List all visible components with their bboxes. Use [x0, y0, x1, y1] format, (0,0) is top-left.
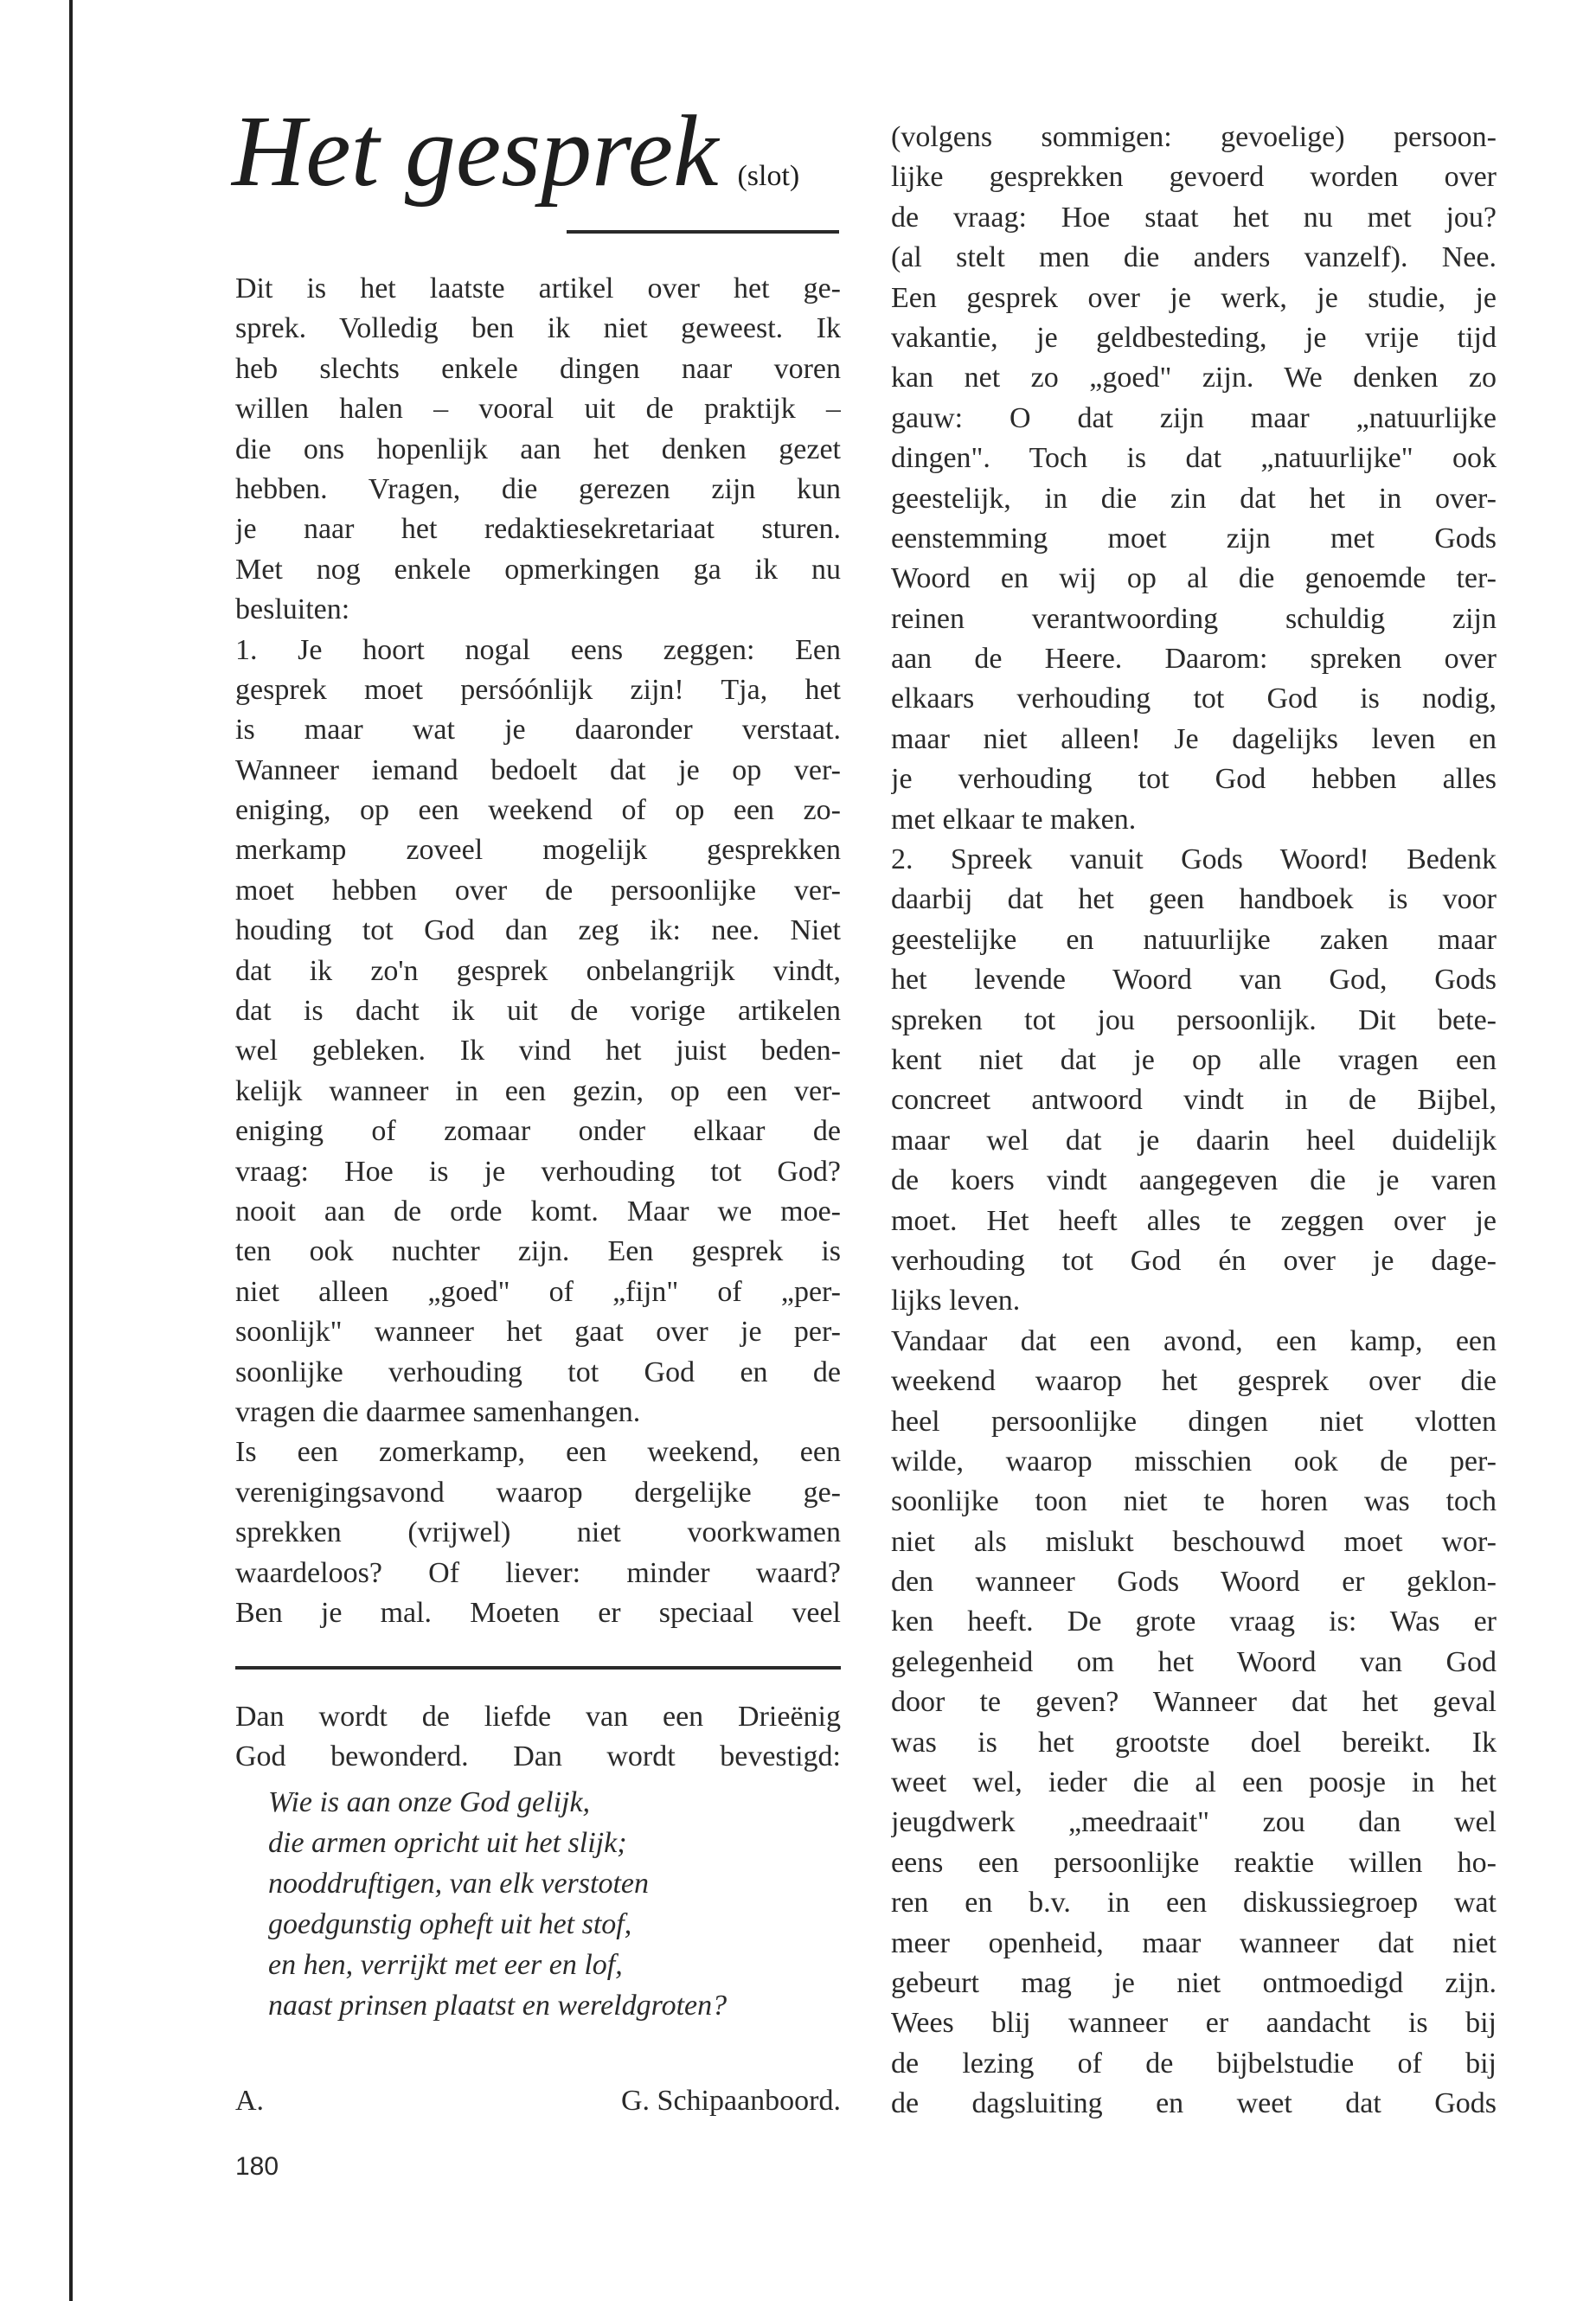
text-line: dingen". Toch is dat „natuurlijke" ook: [891, 442, 1497, 475]
text-line: (al stelt men die anders vanzelf). Nee.: [891, 241, 1497, 274]
poem-line: Wie is aan onze God gelijk,: [268, 1786, 591, 1818]
text-line: kent niet dat je op alle vragen een: [891, 1043, 1497, 1076]
text-line: met elkaar te maken.: [891, 803, 1137, 836]
scan-edge-line: [69, 0, 73, 2301]
text-line: wilde, waarop misschien ook de per-: [891, 1445, 1497, 1477]
page-number: 180: [235, 2152, 279, 2181]
text-line: Woord en wij op al die genoemde ter-: [891, 562, 1497, 595]
text-line: Wanneer iemand bedoelt dat je op ver-: [235, 753, 841, 786]
closing-paragraph: [235, 1697, 841, 1778]
text-line: sprekken (vrijwel) niet voorkwamen: [235, 1516, 841, 1549]
text-line: soonlijke verhouding tot God en de: [235, 1356, 841, 1388]
text-line: ren en b.v. in een diskussiegroep wat: [891, 1887, 1497, 1920]
text-line: ken heeft. De grote vraag is: Was er: [891, 1606, 1497, 1638]
text-line: maar niet alleen! Je dagelijks leven en: [891, 722, 1497, 755]
text-line: weekend waarop het gesprek over die: [891, 1365, 1497, 1398]
paragraph: [891, 840, 1497, 1322]
text-line: niet als mislukt beschouwd moet wor-: [891, 1525, 1497, 1558]
text-line: houding tot God dan zeg ik: nee. Niet: [235, 914, 841, 947]
poem-line: goedgunstig opheft uit het stof,: [268, 1908, 632, 1940]
text-line: Wees blij wanneer er aandacht is bij: [891, 2007, 1497, 2040]
text-line: geestelijk, in die zin dat het in over-: [891, 482, 1497, 515]
right-column: [891, 118, 1497, 2125]
text-line: 1. Je hoort nogal eens zeggen: Een: [235, 633, 841, 666]
text-line: meer openheid, maar wanneer dat niet: [891, 1926, 1497, 1959]
text-line: eens een persoonlijke reaktie willen ho-: [891, 1846, 1497, 1879]
text-line: verenigingsavond waarop dergelijke ge-: [235, 1476, 841, 1509]
text-line: elkaars verhouding tot God is nodig,: [891, 683, 1497, 715]
poem-line: en hen, verrijkt met eer en lof,: [268, 1949, 623, 1981]
text-line: dat ik zo'n gesprek onbelangrijk vindt,: [235, 954, 841, 987]
closing-line: Dan wordt de liefde van een Drieënig: [235, 1701, 841, 1733]
text-line: besluiten:: [235, 593, 350, 626]
text-line: hebben. Vragen, die gerezen zijn kun: [235, 472, 841, 505]
text-line: gesprek moet persóónlijk zijn! Tja, het: [235, 673, 841, 706]
poem-quote: [268, 1782, 727, 2026]
text-line: ten ook nuchter zijn. Een gesprek is: [235, 1235, 841, 1268]
text-line: daarbij dat het geen handboek is voor: [891, 883, 1497, 916]
text-line: jeugdwerk „meedraait" zou dan wel: [891, 1806, 1497, 1839]
text-line: Ben je mal. Moeten er speciaal veel: [235, 1596, 841, 1629]
text-line: kelijk wanneer in een gezin, op een ver-: [235, 1074, 841, 1107]
text-line: den wanneer Gods Woord er geklon-: [891, 1566, 1497, 1599]
text-line: de dagsluiting en weet dat Gods: [891, 2087, 1497, 2120]
text-line: moet hebben over de persoonlijke ver-: [235, 874, 841, 907]
text-line: het levende Woord van God, Gods: [891, 964, 1497, 997]
section-divider-rule: [235, 1666, 841, 1670]
text-line: de vraag: Hoe staat het nu met jou?: [891, 201, 1497, 234]
text-line: je verhouding tot God hebben alles: [891, 763, 1497, 796]
text-line: lijks leven.: [891, 1285, 1021, 1317]
text-line: wel gebleken. Ik vind het juist beden-: [235, 1035, 841, 1067]
text-line: kan net zo „goed" zijn. We denken zo: [891, 362, 1497, 394]
text-line: eenstemming moet zijn met Gods: [891, 522, 1497, 554]
poem-line: naast prinsen plaatst en wereldgroten?: [268, 1990, 727, 2022]
article-title: [232, 95, 799, 233]
text-line: geestelijke en natuurlijke zaken maar: [891, 923, 1497, 956]
text-line: lijke gesprekken gevoerd worden over: [891, 161, 1497, 194]
text-line: vakantie, je geldbesteding, je vrije tijd: [891, 321, 1497, 354]
text-line: weet wel, ieder die al een poosje in het: [891, 1766, 1497, 1799]
paragraph: [235, 269, 841, 631]
text-line: heb slechts enkele dingen naar voren: [235, 352, 841, 385]
paragraph: [235, 1433, 841, 1633]
text-line: verhouding tot God én over je dage-: [891, 1244, 1497, 1277]
text-line: maar wel dat je daarin heel duidelijk: [891, 1124, 1497, 1157]
signature-author: G. Schipaanboord.: [620, 2085, 841, 2117]
text-line: willen halen – vooral uit de praktijk –: [235, 393, 841, 426]
text-line: vraag: Hoe is je verhouding tot God?: [235, 1155, 841, 1188]
text-line: soonlijke toon niet te horen was toch: [891, 1485, 1497, 1518]
text-line: concreet antwoord vindt in de Bijbel,: [891, 1084, 1497, 1117]
title-text: Het gesprek: [232, 94, 719, 208]
text-line: de koers vindt aangegeven die je varen: [891, 1164, 1497, 1197]
paragraph: [891, 118, 1497, 840]
text-line: eniging, op een weekend of op een zo-: [235, 794, 841, 827]
text-line: gebeurt mag je niet ontmoedigd zijn.: [891, 1966, 1497, 1999]
text-line: Met nog enkele opmerkingen ga ik nu: [235, 553, 841, 586]
text-line: eniging of zomaar onder elkaar de: [235, 1115, 841, 1148]
text-line: gauw: O dat zijn maar „natuurlijke: [891, 401, 1497, 434]
text-line: die ons hopenlijk aan het denken gezet: [235, 433, 841, 465]
text-line: is maar wat je daaronder verstaat.: [235, 714, 841, 747]
signature: [235, 2085, 841, 2118]
text-line: reinen verantwoording schuldig zijn: [891, 602, 1497, 635]
text-line: was is het grootste doel bereikt. Ik: [891, 1726, 1497, 1759]
text-line: Is een zomerkamp, een weekend, een: [235, 1436, 841, 1469]
title-underline-rule: [567, 230, 839, 234]
paragraph: [891, 1322, 1497, 2125]
text-line: merkamp zoveel mogelijk gesprekken: [235, 834, 841, 867]
poem-line: die armen opricht uit het slijk;: [268, 1827, 627, 1859]
text-line: dat is dacht ik uit de vorige artikelen: [235, 995, 841, 1028]
text-line: Vandaar dat een avond, een kamp, een: [891, 1324, 1497, 1357]
title-subtitle: (slot): [737, 160, 800, 192]
text-line: soonlijk" wanneer het gaat over je per-: [235, 1316, 841, 1349]
text-line: niet alleen „goed" of „fijn" of „per-: [235, 1275, 841, 1308]
closing-line: God bewonderd. Dan wordt bevestigd:: [235, 1740, 841, 1773]
text-line: nooit aan de orde komt. Maar we moe-: [235, 1195, 841, 1227]
text-line: (volgens sommigen: gevoelige) persoon-: [891, 121, 1497, 153]
text-line: vragen die daarmee samenhangen.: [235, 1395, 641, 1428]
text-line: door te geven? Wanneer dat het geval: [891, 1686, 1497, 1719]
poem-line: nooddruftigen, van elk verstoten: [268, 1868, 650, 1900]
left-column: [235, 269, 841, 1633]
text-line: je naar het redaktiesekretariaat sturen.: [235, 513, 841, 546]
signature-initial: A.: [235, 2085, 265, 2117]
text-line: aan de Heere. Daarom: spreken over: [891, 643, 1497, 676]
text-line: sprek. Volledig ben ik niet geweest. Ik: [235, 312, 841, 345]
text-line: gelegenheid om het Woord van God: [891, 1645, 1497, 1678]
text-line: Een gesprek over je werk, je studie, je: [891, 281, 1497, 314]
paragraph: [235, 631, 841, 1433]
text-line: Dit is het laatste artikel over het ge-: [235, 272, 841, 304]
text-line: spreken tot jou persoonlijk. Dit bete-: [891, 1003, 1497, 1036]
text-line: moet. Het heeft alles te zeggen over je: [891, 1204, 1497, 1237]
text-line: de lezing of de bijbelstudie of bij: [891, 2047, 1497, 2080]
text-line: heel persoonlijke dingen niet vlotten: [891, 1405, 1497, 1438]
text-line: waardeloos? Of liever: minder waard?: [235, 1556, 841, 1589]
text-line: 2. Spreek vanuit Gods Woord! Bedenk: [891, 843, 1497, 876]
